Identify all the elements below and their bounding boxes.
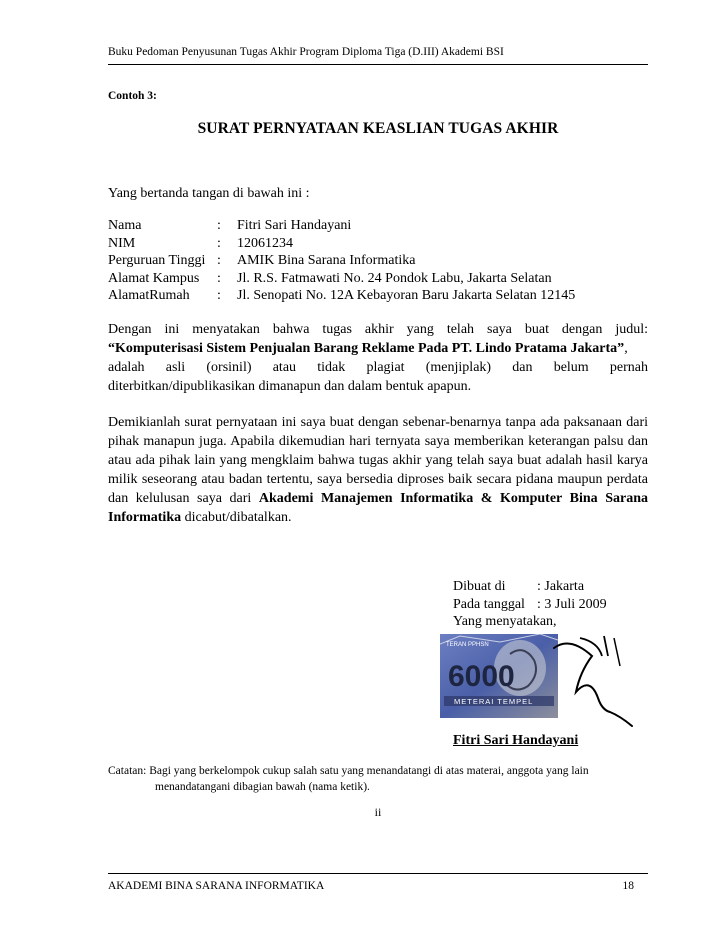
identity-label: Nama — [108, 218, 142, 233]
stamp-value-text: 6000 — [448, 660, 515, 693]
identity-value: Jl. R.S. Fatmawati No. 24 Pondok Labu, Jakarta Selatan — [237, 270, 552, 286]
identity-colon: : — [217, 253, 221, 268]
roman-page-number: ii — [374, 805, 382, 819]
footer-rule — [108, 873, 648, 874]
footnote — [108, 763, 648, 795]
identity-colon: : — [217, 235, 221, 251]
running-header: Buku Pedoman Penyusunan Tugas Akhir Program Diploma Tiga (D.III) Akademi BSI — [108, 46, 504, 58]
identity-label: AlamatRumah — [108, 288, 190, 303]
declaration-tail: adalah asli (orsinil) atau tidak plagiat (menjiplak) dan belum pernah — [108, 360, 648, 375]
identity-colon: : — [217, 218, 221, 233]
statement-body: Demikianlah surat pernyataan ini saya buat dengan sebenar-benarnya tanpa ada paksanaan dari pihak manapun juga. Apabila dikemudian hari ternyata saya memberikan keterangan palsu dan atau ada pihak lain yang mengklaim bahwa tugas akhir yang telah saya buat adalah hasil karya milik seseorang atau badan tertentu, saya bersedia diproses baik secara pidana maupun perdata dan kelulusan saya dari — [108, 415, 648, 506]
place-label: Dibuat di — [453, 579, 506, 594]
stamp-top-text: TERAN PPHSN — [446, 642, 489, 648]
footer-institution: AKADEMI BINA SARANA INFORMATIKA — [108, 880, 325, 892]
place-value: : Jakarta — [537, 579, 585, 594]
document-title: SURAT PERNYATAAN KEASLIAN TUGAS AKHIR — [197, 120, 559, 137]
page-footer — [108, 880, 648, 892]
signer-name: Fitri Sari Handayani — [453, 733, 579, 748]
thesis-title: “Komputerisasi Sistem Penjualan Barang Reklame Pada PT. Lindo Pratama Jakarta” — [108, 341, 625, 356]
declarer-text: Yang menyatakan, — [453, 614, 557, 629]
handwritten-signature — [540, 626, 640, 736]
footnote-line-2: menandatangani dibagian bawah (nama ketik). — [155, 781, 370, 793]
declaration-lead: Dengan ini menyatakan bahwa tugas akhir yang telah saya buat dengan judul: — [108, 322, 648, 337]
identity-colon: : — [217, 270, 221, 286]
date-label: Pada tanggal — [453, 596, 525, 612]
thesis-title-line — [108, 339, 648, 358]
header-rule — [108, 64, 648, 65]
identity-value: Fitri Sari Handayani — [237, 218, 352, 233]
identity-label: Perguruan Tinggi — [108, 253, 206, 268]
identity-value: 12061234 — [237, 235, 293, 251]
intro-text: Yang bertanda tangan di bawah ini : — [108, 186, 310, 201]
identity-value: AMIK Bina Sarana Informatika — [237, 253, 416, 268]
identity-label: NIM — [108, 235, 136, 251]
statement-ending: dicabut/dibatalkan. — [184, 510, 292, 525]
declaration-tail-last: diterbitkan/dipublikasikan dimanapun dan dalam bentuk apapun. — [108, 379, 472, 394]
identity-label: Alamat Kampus — [108, 270, 200, 286]
thesis-title-comma: , — [624, 341, 628, 356]
identity-value: Jl. Senopati No. 12A Kebayoran Baru Jakarta Selatan 12145 — [237, 288, 576, 303]
stamp-label-text: METERAI TEMPEL — [454, 697, 534, 706]
institution-name: Akademi Manajemen Informatika & Komputer Bina Sarana Informatika — [108, 491, 648, 525]
example-label: Contoh 3: — [108, 90, 157, 102]
declaration-paragraph — [108, 320, 648, 396]
statement-paragraph — [108, 413, 648, 527]
date-value: : 3 Juli 2009 — [537, 596, 607, 612]
footnote-line-1: Catatan: Bagi yang berkelompok cukup salah satu yang menandatangi di atas materai, anggota yang lain — [108, 765, 589, 777]
identity-colon: : — [217, 288, 221, 303]
footer-page-number: 18 — [622, 880, 634, 892]
